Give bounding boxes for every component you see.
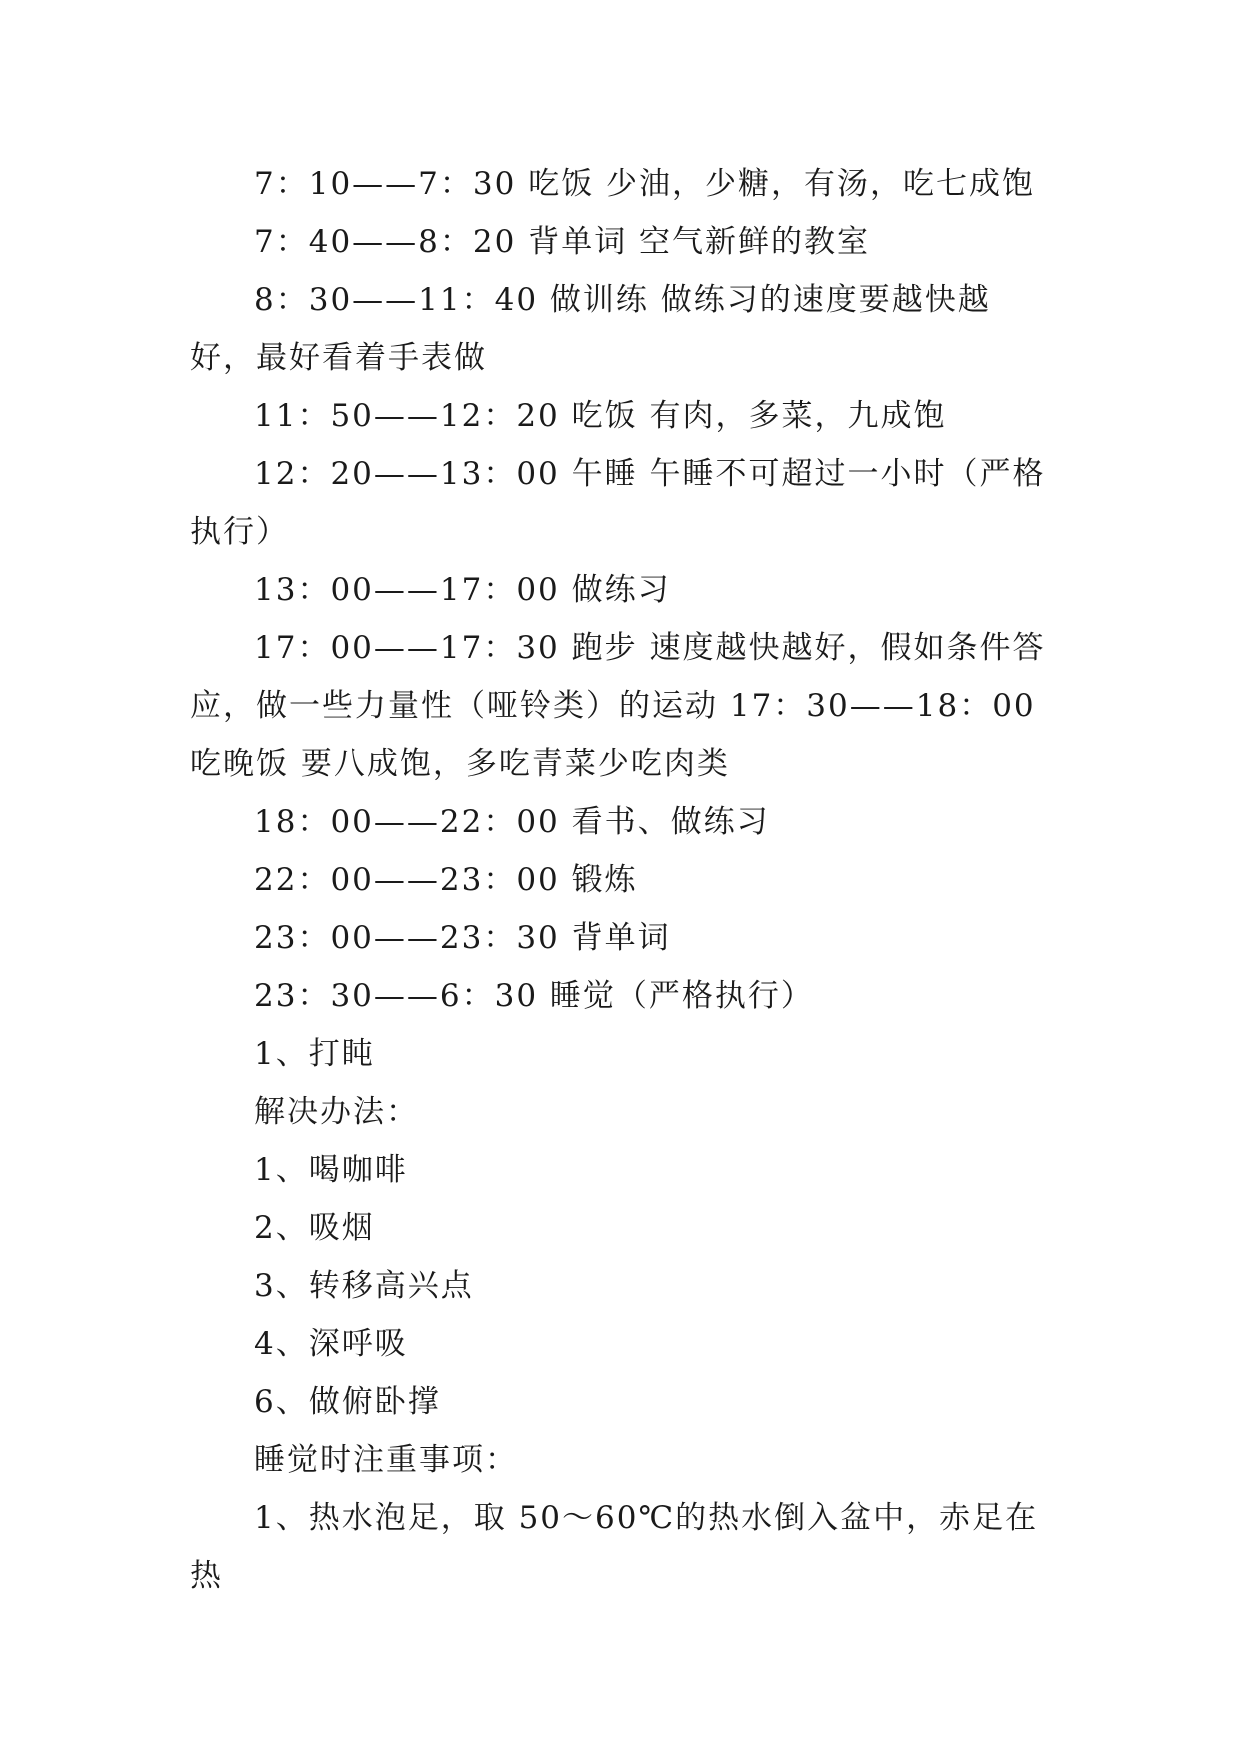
paragraph-schedule-vocab-night: 23：00——23：30 背单词 [254,920,671,956]
list-item-solution-smoking: 2、吸烟 [254,1210,375,1246]
list-item-solution-breathing: 4、深呼吸 [254,1326,408,1362]
list-item-solution-refocus: 3、转移高兴点 [254,1268,474,1304]
section-heading-sleep-notes: 睡觉时注重事项： [254,1442,518,1478]
paragraph-schedule-breakfast: 7：10——7：30 吃饭 少油，少糖，有汤，吃七成饱 [254,166,1036,202]
document-body [190,155,1052,1605]
section-heading-solutions: 解决办法： [254,1094,419,1130]
paragraph-schedule-practice-afternoon: 13：00——17：00 做练习 [254,572,671,608]
paragraph-schedule-exercise: 22：00——23：00 锻炼 [254,862,638,898]
list-item-solution-pushups: 6、做俯卧撑 [254,1384,441,1420]
list-item-sleep-note-foot-bath: 1、热水泡足，取 50～60℃的热水倒入盆中，赤足在热 [190,1500,1039,1594]
paragraph-schedule-lunch: 11：50——12：20 吃饭 有肉，多菜，九成饱 [254,398,947,434]
paragraph-schedule-nap: 12：20——13：00 午睡 午睡不可超过一小时（严格执行） [190,456,1046,550]
paragraph-schedule-training: 8：30——11：40 做训练 做练习的速度要越快越好，最好看着手表做 [190,282,991,376]
list-item-drowsiness: 1、打盹 [254,1036,375,1072]
paragraph-schedule-reading: 18：00——22：00 看书、做练习 [254,804,770,840]
paragraph-schedule-sleep: 23：30——6：30 睡觉（严格执行） [254,978,814,1014]
paragraph-schedule-vocab-morning: 7：40——8：20 背单词 空气新鲜的教室 [254,224,871,260]
list-item-solution-coffee: 1、喝咖啡 [254,1152,408,1188]
paragraph-schedule-running-dinner: 17：00——17：30 跑步 速度越快越好，假如条件答应，做一些力量性（哑铃类）的运动 17：30——18：00 吃晚饭 要八成饱，多吃青菜少吃肉类 [190,630,1046,782]
